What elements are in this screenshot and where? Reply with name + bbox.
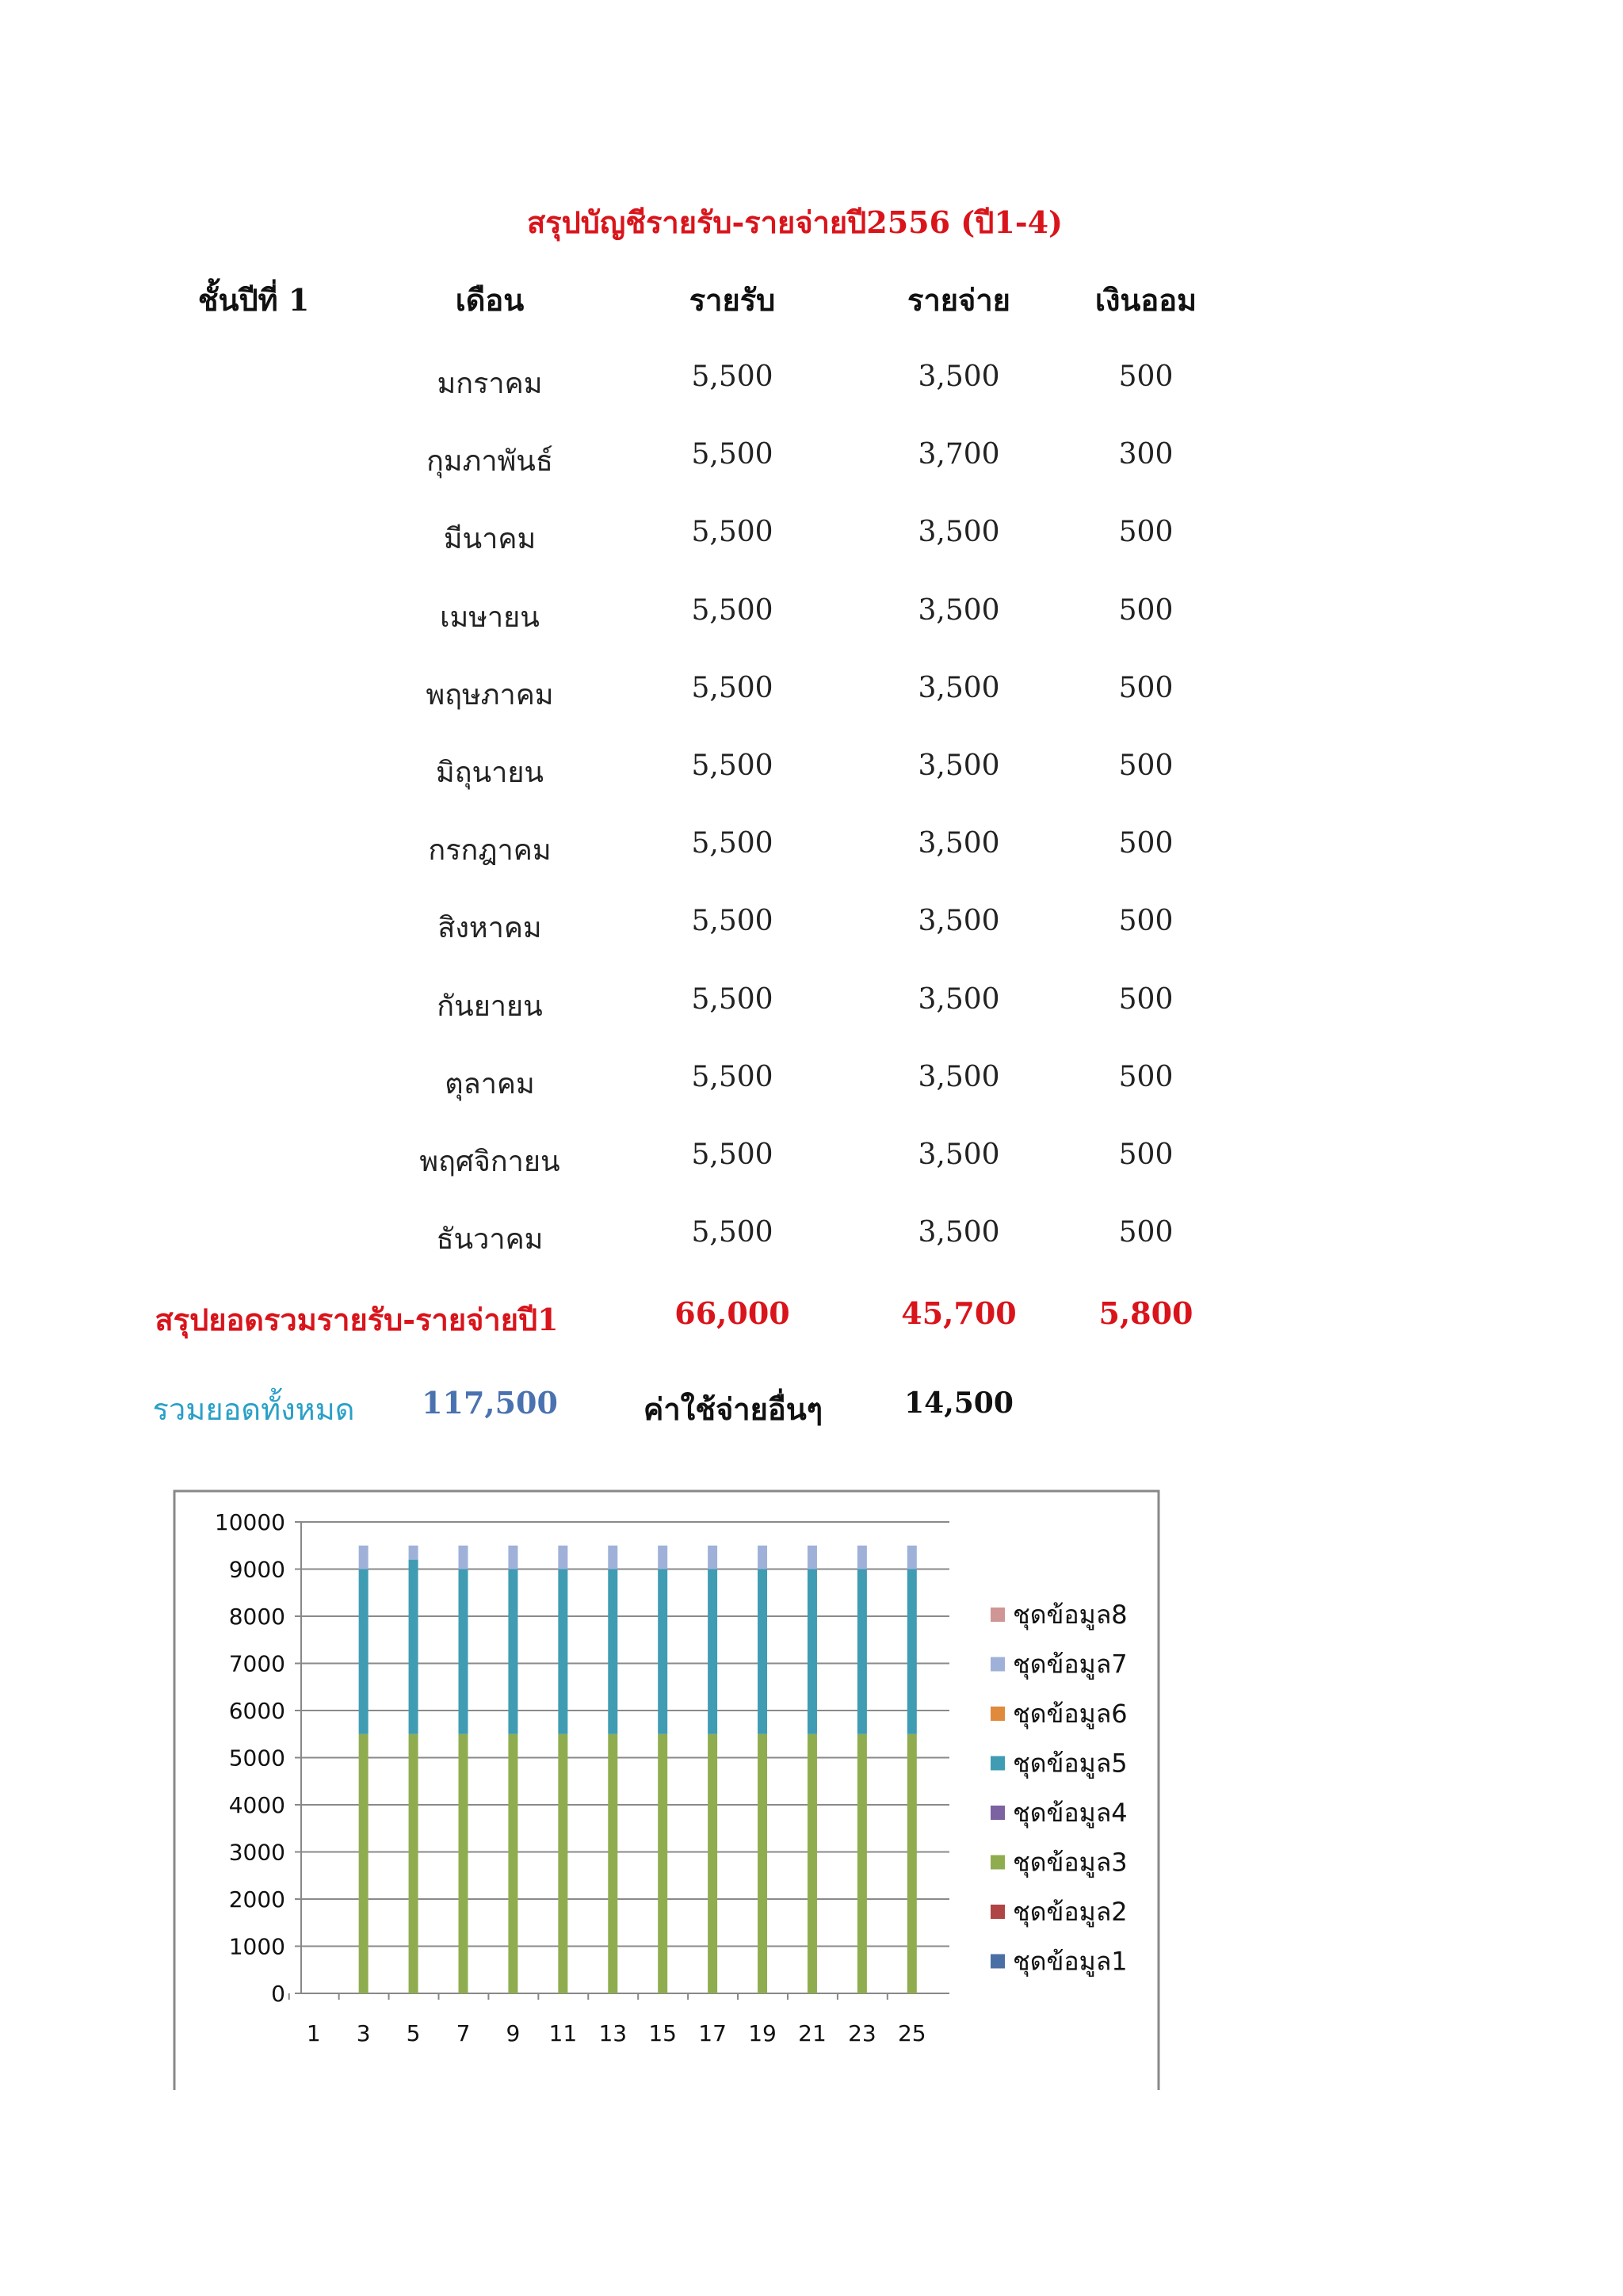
x-tick-label: 15 bbox=[648, 2020, 678, 2046]
other-expenses-value: 14,500 bbox=[904, 1386, 1014, 1420]
y-tick-label: 7000 bbox=[228, 1650, 285, 1677]
row-month: มิถุนายน bbox=[435, 757, 544, 789]
legend-swatch bbox=[991, 1756, 1005, 1771]
legend-swatch bbox=[991, 1905, 1005, 1919]
row-income: 5,500 bbox=[691, 672, 773, 704]
y-tick-label: 9000 bbox=[228, 1556, 285, 1583]
row-expense: 3,500 bbox=[918, 905, 1000, 937]
legend-label: ชุดข้อมูล6 bbox=[1013, 1699, 1128, 1729]
bar-segment bbox=[758, 1546, 767, 1569]
bar-segment bbox=[857, 1546, 867, 1569]
row-expense: 3,500 bbox=[918, 516, 1000, 548]
total-savings: 5,800 bbox=[1098, 1295, 1193, 1331]
total-expense: 45,700 bbox=[901, 1295, 1017, 1331]
row-month: ธันวาคม bbox=[436, 1223, 544, 1256]
row-month: มกราคม bbox=[437, 368, 543, 400]
row-month: พฤษภาคม bbox=[426, 679, 554, 711]
y-tick-label: 6000 bbox=[228, 1698, 285, 1724]
row-income: 5,500 bbox=[691, 827, 773, 860]
row-savings: 500 bbox=[1118, 905, 1174, 937]
x-tick-label: 17 bbox=[698, 2020, 727, 2046]
legend-swatch bbox=[991, 1608, 1005, 1622]
bar-segment bbox=[758, 1734, 767, 1993]
x-tick-label: 13 bbox=[598, 2020, 628, 2046]
row-savings: 300 bbox=[1118, 438, 1174, 471]
x-tick-label: 5 bbox=[406, 2020, 421, 2046]
y-tick-label: 4000 bbox=[228, 1792, 285, 1818]
bar-segment bbox=[808, 1546, 817, 1569]
bar-segment bbox=[907, 1546, 917, 1569]
bar-segment bbox=[459, 1734, 468, 1993]
header-year-level: ชั้นปีที่ 1 bbox=[197, 282, 310, 318]
row-expense: 3,500 bbox=[918, 360, 1000, 393]
legend-label: ชุดข้อมูล3 bbox=[1013, 1847, 1128, 1878]
x-tick-label: 11 bbox=[548, 2020, 578, 2046]
row-expense: 3,500 bbox=[918, 1061, 1000, 1093]
row-month: พฤศจิกายน bbox=[419, 1146, 560, 1178]
x-tick-label: 19 bbox=[748, 2020, 777, 2046]
row-income: 5,500 bbox=[691, 749, 773, 782]
bar-segment bbox=[558, 1734, 567, 1993]
bar-segment bbox=[608, 1734, 617, 1993]
row-month: ตุลาคม bbox=[445, 1068, 535, 1100]
bar-segment bbox=[359, 1569, 369, 1734]
x-tick-label: 25 bbox=[897, 2020, 926, 2046]
row-income: 5,500 bbox=[691, 983, 773, 1016]
header-expense: รายจ่าย bbox=[907, 282, 1010, 318]
row-expense: 3,500 bbox=[918, 1138, 1000, 1171]
other-expenses-label: ค่าใช้จ่ายอื่นๆ bbox=[643, 1391, 823, 1427]
row-savings: 500 bbox=[1118, 1216, 1174, 1249]
row-income: 5,500 bbox=[691, 438, 773, 471]
header-month: เดือน bbox=[455, 282, 525, 318]
grand-total-label: รวมยอดทั้งหมด bbox=[152, 1392, 355, 1427]
legend-label: ชุดข้อมูล7 bbox=[1013, 1649, 1128, 1680]
row-income: 5,500 bbox=[691, 516, 773, 548]
bar-segment bbox=[758, 1569, 767, 1734]
bar-segment bbox=[608, 1569, 617, 1734]
row-savings: 500 bbox=[1118, 1138, 1174, 1171]
bar-segment bbox=[508, 1546, 517, 1569]
row-savings: 500 bbox=[1118, 516, 1174, 548]
x-tick-label: 23 bbox=[848, 2020, 876, 2046]
bar-segment bbox=[708, 1734, 717, 1993]
bar-segment bbox=[857, 1734, 867, 1993]
bar-segment bbox=[808, 1569, 817, 1734]
legend-swatch bbox=[991, 1955, 1005, 1969]
row-savings: 500 bbox=[1118, 1061, 1174, 1093]
legend-swatch bbox=[991, 1806, 1005, 1820]
row-month: เมษายน bbox=[440, 601, 540, 634]
row-income: 5,500 bbox=[691, 1061, 773, 1093]
y-tick-label: 1000 bbox=[228, 1933, 285, 1960]
header-savings: เงินออม bbox=[1094, 282, 1197, 318]
y-tick-label: 8000 bbox=[228, 1604, 285, 1630]
row-expense: 3,700 bbox=[918, 438, 1000, 471]
row-income: 5,500 bbox=[691, 905, 773, 937]
grand-total-value: 117,500 bbox=[422, 1385, 558, 1421]
y-tick-label: 10000 bbox=[214, 1509, 285, 1535]
bar-segment bbox=[658, 1546, 667, 1569]
bar-segment bbox=[359, 1546, 369, 1569]
row-savings: 500 bbox=[1118, 827, 1174, 860]
bar-segment bbox=[558, 1569, 567, 1734]
x-tick-label: 21 bbox=[798, 2020, 827, 2046]
row-savings: 500 bbox=[1118, 983, 1174, 1016]
bar-segment bbox=[907, 1734, 917, 1993]
row-savings: 500 bbox=[1118, 594, 1174, 627]
row-savings: 500 bbox=[1118, 749, 1174, 782]
row-expense: 3,500 bbox=[918, 983, 1000, 1016]
y-tick-label: 3000 bbox=[228, 1839, 285, 1866]
row-month: กุมภาพันธ์ bbox=[426, 445, 553, 478]
stacked-bar-chart bbox=[173, 1489, 1160, 2092]
row-expense: 3,500 bbox=[918, 594, 1000, 627]
bar-segment bbox=[857, 1569, 867, 1734]
row-income: 5,500 bbox=[691, 1138, 773, 1171]
row-expense: 3,500 bbox=[918, 1216, 1000, 1249]
bar-segment bbox=[409, 1546, 418, 1560]
row-month: กันยายน bbox=[437, 990, 543, 1023]
x-tick-label: 9 bbox=[506, 2020, 521, 2046]
document-title: สรุปบัญชีรายรับ-รายจ่ายปี2556 (ปี1-4) bbox=[526, 204, 1064, 240]
bar-segment bbox=[708, 1546, 717, 1569]
legend-swatch bbox=[991, 1657, 1005, 1672]
bar-segment bbox=[808, 1734, 817, 1993]
bar-segment bbox=[459, 1546, 468, 1569]
row-income: 5,500 bbox=[691, 594, 773, 627]
y-tick-label: 5000 bbox=[228, 1745, 285, 1772]
bar-segment bbox=[459, 1569, 468, 1734]
chart-svg bbox=[173, 1489, 1160, 2092]
legend-label: ชุดข้อมูล5 bbox=[1013, 1748, 1128, 1779]
bar-segment bbox=[359, 1734, 369, 1993]
bar-segment bbox=[508, 1569, 517, 1734]
bar-segment bbox=[658, 1734, 667, 1993]
legend-swatch bbox=[991, 1707, 1005, 1721]
row-income: 5,500 bbox=[691, 1216, 773, 1249]
legend-label: ชุดข้อมูล2 bbox=[1013, 1897, 1128, 1927]
row-savings: 500 bbox=[1118, 672, 1174, 704]
bar-segment bbox=[608, 1546, 617, 1569]
x-tick-label: 1 bbox=[306, 2020, 321, 2046]
row-expense: 3,500 bbox=[918, 749, 1000, 782]
legend-label: ชุดข้อมูล1 bbox=[1013, 1946, 1128, 1977]
bar-segment bbox=[508, 1734, 517, 1993]
total-income: 66,000 bbox=[674, 1295, 790, 1331]
row-income: 5,500 bbox=[691, 360, 773, 393]
row-month: สิงหาคม bbox=[437, 912, 542, 944]
bar-segment bbox=[409, 1734, 418, 1993]
bar-segment bbox=[708, 1569, 717, 1734]
bar-segment bbox=[907, 1569, 917, 1734]
bar-segment bbox=[409, 1560, 418, 1734]
x-tick-label: 7 bbox=[456, 2020, 471, 2046]
row-expense: 3,500 bbox=[918, 672, 1000, 704]
row-expense: 3,500 bbox=[918, 827, 1000, 860]
row-month: กรกฎาคม bbox=[428, 834, 552, 867]
legend-label: ชุดข้อมูล4 bbox=[1013, 1798, 1128, 1828]
bar-segment bbox=[558, 1546, 567, 1569]
total-label: สรุปยอดรวมรายรับ-รายจ่ายปี1 bbox=[155, 1302, 559, 1337]
row-month: มีนาคม bbox=[443, 523, 537, 555]
legend-label: ชุดข้อมูล8 bbox=[1013, 1600, 1128, 1630]
legend-swatch bbox=[991, 1855, 1005, 1870]
row-savings: 500 bbox=[1118, 360, 1174, 393]
y-tick-label: 0 bbox=[271, 1981, 285, 2007]
header-income: รายรับ bbox=[689, 282, 776, 318]
y-tick-label: 2000 bbox=[228, 1886, 285, 1913]
bar-segment bbox=[658, 1569, 667, 1734]
x-tick-label: 3 bbox=[356, 2020, 371, 2046]
